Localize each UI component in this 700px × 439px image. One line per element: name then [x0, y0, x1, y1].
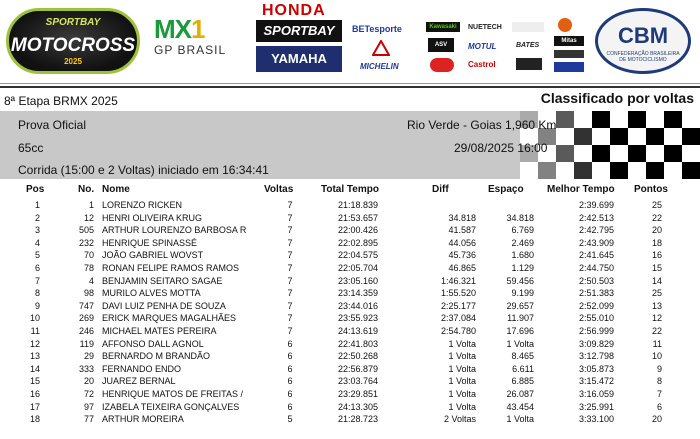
cell-pos: 1: [34, 200, 40, 210]
cell-espaco: 59.456: [506, 275, 534, 286]
cell-pos: 17: [29, 401, 40, 412]
cell-melhor: 3:33.100: [578, 414, 614, 425]
cell-pos: 7: [34, 275, 40, 286]
checker-square: [682, 145, 700, 162]
checker-square: [628, 128, 646, 145]
cell-voltas: 6: [287, 351, 293, 362]
cell-voltas: 5: [287, 414, 293, 425]
cell-melhor: 2:56.999: [578, 326, 614, 336]
cell-pos: 5: [34, 250, 40, 261]
header-diff: Diff: [432, 184, 449, 195]
table-row: [0, 200, 700, 212]
cell-no: 29: [83, 351, 94, 362]
checker-square: [538, 162, 556, 179]
checker-square: [664, 111, 682, 128]
cell-nome: ARTHUR MOREIRA: [102, 414, 184, 425]
checker-square: [592, 111, 610, 128]
cell-pontos: 25: [651, 200, 662, 210]
cell-voltas: 7: [287, 250, 293, 261]
race-start-label: Corrida (15:00 e 2 Voltas) iniciado em 16:34:41: [18, 163, 269, 177]
stage-title: 8ª Etapa BRMX 2025: [4, 94, 118, 108]
checker-square: [592, 145, 610, 162]
table-row: [0, 225, 700, 237]
red-oval-logo: [430, 58, 454, 72]
cell-espaco: 1 Volta: [506, 338, 534, 349]
cell-voltas: 7: [287, 288, 293, 299]
cell-no: 747: [78, 300, 94, 311]
cell-melhor: 2:39.699: [578, 200, 614, 210]
checker-square: [592, 128, 610, 145]
cell-no: 70: [83, 250, 94, 261]
cell-total: 23:55.923: [337, 313, 378, 324]
cell-pontos: 10: [651, 351, 662, 362]
cell-pos: 14: [29, 363, 40, 374]
cell-diff: 46.865: [448, 263, 476, 273]
checker-square: [610, 162, 628, 179]
cell-nome: RONAN FELIPE RAMOS RAMOS: [102, 263, 240, 273]
cell-diff: 1 Volta: [448, 351, 476, 362]
cell-nome: BENJAMIN SEITARO SAGAE: [102, 275, 223, 286]
cell-diff: 1 Volta: [448, 363, 476, 374]
header-total: Total Tempo: [321, 184, 379, 195]
cell-melhor: 3:09.829: [578, 338, 614, 349]
castrol-logo: Castrol: [468, 60, 496, 69]
cell-total: 23:29.851: [337, 389, 378, 399]
checker-square: [610, 111, 628, 128]
cell-diff: 44.056: [448, 237, 476, 248]
honda-logo: HONDA: [262, 2, 326, 19]
logo-line2: MOTOCROSS: [10, 35, 136, 56]
cell-total: 24:13.305: [337, 401, 378, 412]
cbm-logo: [595, 8, 691, 74]
cell-no: 1: [88, 200, 94, 210]
table-row: [0, 364, 700, 376]
cell-espaco: 8.465: [511, 351, 534, 362]
cell-voltas: 6: [287, 389, 293, 399]
checker-square: [628, 111, 646, 128]
cell-pos: 12: [29, 338, 40, 349]
cbm-title: CBM: [617, 23, 669, 48]
cell-espaco: 6.769: [511, 225, 534, 236]
checker-square: [574, 128, 592, 145]
checker-square: [592, 162, 610, 179]
checker-square: [610, 128, 628, 145]
cell-nome: JOÃO GABRIEL WOVST: [102, 250, 204, 261]
cell-pontos: 7: [656, 389, 662, 399]
table-row: [0, 414, 700, 426]
table-row: [0, 263, 700, 275]
table-row: [0, 213, 700, 225]
cell-melhor: 2:43.909: [578, 237, 614, 248]
cell-nome: LORENZO RICKEN: [102, 200, 183, 210]
cell-melhor: 2:51.383: [578, 288, 614, 299]
sponsor-round-logo: [558, 18, 572, 32]
cell-nome: HENRI OLIVEIRA KRUG: [102, 212, 203, 223]
checker-square: [682, 162, 700, 179]
cell-pos: 15: [29, 376, 40, 387]
cell-pontos: 20: [651, 414, 662, 425]
cell-nome: ARTHUR LOURENZO BARBOSA R: [102, 225, 247, 236]
sponsor-banner: [0, 0, 700, 82]
cell-diff: 1 Volta: [448, 401, 476, 412]
mx1-title-a: MX: [154, 14, 191, 44]
cell-pos: 4: [34, 237, 40, 248]
divider-top: [0, 83, 700, 84]
table-row: [0, 238, 700, 250]
cell-diff: 2 Voltas: [443, 414, 476, 425]
cell-voltas: 6: [287, 401, 293, 412]
cell-no: 20: [83, 376, 94, 387]
michelin-logo: MICHELIN: [360, 62, 399, 71]
header-voltas: Voltas: [264, 184, 294, 195]
warning-triangle-icon: [372, 40, 390, 56]
cell-voltas: 6: [287, 363, 293, 374]
cell-espaco: 9.199: [511, 288, 534, 299]
location-label: Rio Verde - Goias 1,960 Km: [407, 118, 557, 132]
cell-diff: 1:55.520: [440, 288, 476, 299]
table-row: [0, 301, 700, 313]
cell-nome: HENRIQUE MATOS DE FREITAS /: [102, 389, 244, 399]
cell-total: 22:56.879: [337, 363, 378, 374]
cell-nome: JUAREZ BERNAL: [102, 376, 176, 387]
cell-diff: 2:54.780: [440, 326, 476, 336]
cell-espaco: 1.129: [511, 263, 534, 273]
report-title: Classificado por voltas: [540, 90, 694, 106]
cell-pos: 11: [30, 326, 40, 336]
cell-melhor: 2:41.645: [578, 250, 614, 261]
betesporte-logo: BETesporte: [352, 24, 402, 34]
table-row: [0, 326, 700, 338]
cell-melhor: 3:25.991: [578, 401, 614, 412]
logo-line1: SPORTBAY: [45, 17, 101, 28]
cell-total: 21:28.723: [337, 414, 378, 425]
table-row: [0, 351, 700, 363]
cell-nome: AFFONSO DALL AGNOL: [102, 338, 204, 349]
sponsor-blue-logo: [554, 62, 584, 72]
cell-melhor: 2:50.503: [578, 275, 614, 286]
table-row: [0, 250, 700, 262]
cell-pos: 13: [29, 351, 40, 362]
nuetech-logo: NUETECH: [468, 24, 502, 31]
table-row: [0, 389, 700, 401]
cell-pontos: 13: [651, 300, 662, 311]
bates-logo: BATES: [516, 42, 540, 49]
cell-melhor: 3:12.798: [578, 351, 614, 362]
sponsor-strip-logo: [554, 50, 584, 58]
cell-espaco: 6.611: [512, 363, 534, 374]
cell-pos: 2: [34, 212, 40, 223]
cell-espaco: 43.454: [506, 401, 534, 412]
cell-espaco: 2.469: [511, 237, 534, 248]
cell-no: 4: [88, 275, 94, 286]
cell-no: 78: [83, 263, 94, 273]
cell-espaco: 34.818: [506, 212, 534, 223]
cell-no: 232: [78, 237, 94, 248]
table-row: [0, 288, 700, 300]
mitas-logo: Mitas: [554, 36, 584, 46]
sportbay-motocross-logo: [6, 8, 140, 74]
cell-nome: MURILO ALVES MOTTA: [102, 288, 201, 299]
cell-pontos: 9: [656, 363, 662, 374]
cell-pontos: 6: [656, 401, 662, 412]
cell-total: 22:04.575: [337, 250, 378, 261]
checker-square: [574, 111, 592, 128]
cell-diff: 45.736: [448, 250, 476, 261]
cell-nome: IZABELA TEIXEIRA GONÇALVES: [102, 401, 240, 412]
cell-voltas: 7: [287, 212, 293, 223]
cell-melhor: 3:15.472: [578, 376, 614, 387]
checker-square: [664, 128, 682, 145]
cell-no: 333: [78, 363, 94, 374]
kawasaki-logo: Kawasaki: [426, 22, 460, 32]
cell-melhor: 2:44.750: [578, 263, 614, 273]
table-row: [0, 276, 700, 288]
cell-melhor: 2:55.010: [578, 313, 614, 324]
checker-square: [646, 111, 664, 128]
checker-square: [556, 162, 574, 179]
cell-diff: 1 Volta: [448, 338, 476, 349]
cell-pos: 3: [34, 225, 40, 236]
cell-espaco: 6.885: [511, 376, 534, 387]
checker-square: [628, 162, 646, 179]
checker-square: [646, 145, 664, 162]
checker-square: [628, 145, 646, 162]
header-pos: Pos: [26, 184, 45, 195]
cell-pos: 18: [29, 414, 40, 425]
table-row: [0, 402, 700, 414]
checker-square: [646, 162, 664, 179]
cell-no: 505: [78, 225, 94, 236]
datetime-label: 29/08/2025 16:00: [454, 141, 548, 155]
sponsor-small-logo: [512, 22, 544, 32]
motul-logo: MOTUL: [468, 42, 497, 51]
cell-pontos: 12: [651, 313, 662, 324]
cell-diff: 41.587: [448, 225, 476, 236]
checker-square: [682, 128, 700, 145]
logo-line3: 2025: [64, 57, 82, 66]
checker-square: [556, 111, 574, 128]
prova-label: Prova Oficial: [18, 118, 87, 132]
cell-nome: DAVI LUIZ PENHA DE SOUZA: [102, 300, 226, 311]
table-row: [0, 313, 700, 325]
cell-melhor: 3:16.059: [578, 389, 614, 399]
cell-pontos: 20: [651, 225, 662, 236]
cell-diff: 1 Volta: [448, 389, 476, 399]
cell-pontos: 16: [651, 250, 662, 261]
cell-voltas: 7: [287, 300, 293, 311]
cell-voltas: 7: [287, 200, 293, 210]
cell-total: 22:05.704: [337, 263, 378, 273]
cell-nome: ERICK MARQUES MAGALHÃES: [102, 313, 237, 324]
asv-logo: ASV: [428, 38, 454, 52]
cell-total: 23:05.160: [337, 275, 378, 286]
cell-melhor: 2:42.513: [578, 212, 614, 223]
checker-square: [610, 145, 628, 162]
cell-voltas: 7: [287, 275, 293, 286]
mx1-title-b: 1: [191, 14, 205, 44]
cell-no: 97: [83, 401, 94, 412]
cell-pos: 6: [34, 263, 40, 273]
cell-nome: BERNARDO M BRANDÃO: [102, 351, 211, 362]
header-no: No.: [78, 184, 95, 195]
table-row: [0, 376, 700, 388]
table-row: [0, 339, 700, 351]
cell-total: 23:14.359: [337, 288, 378, 299]
cell-pontos: 8: [656, 376, 662, 387]
yamaha-logo: YAMAHA: [256, 46, 342, 72]
cell-melhor: 2:42.795: [578, 225, 614, 236]
cell-diff: 2:25.177: [440, 300, 476, 311]
cbm-subtitle: CONFEDERAÇÃO BRASILEIRA DE MOTOCICLISMO: [606, 51, 680, 63]
checker-square: [646, 128, 664, 145]
cell-pontos: 14: [651, 275, 662, 286]
cell-no: 246: [78, 326, 94, 336]
cell-total: 23:03.764: [337, 376, 378, 387]
cell-pos: 8: [34, 288, 40, 299]
cell-pontos: 11: [652, 338, 662, 349]
cell-pontos: 22: [651, 212, 662, 223]
cell-total: 22:50.268: [337, 351, 378, 362]
cell-espaco: 29.657: [506, 300, 534, 311]
cell-total: 22:41.803: [337, 338, 378, 349]
category-label: 65cc: [18, 141, 44, 155]
checker-square: [664, 145, 682, 162]
mx1-subtitle: GP BRASIL: [154, 43, 227, 57]
cell-nome: MICHAEL MATES PEREIRA: [102, 326, 217, 336]
cell-diff: 1 Volta: [448, 376, 476, 387]
cell-espaco: 26.087: [506, 389, 534, 399]
cell-melhor: 2:52.099: [578, 300, 614, 311]
cell-voltas: 6: [287, 338, 293, 349]
cell-no: 119: [79, 338, 94, 349]
cell-no: 72: [83, 389, 94, 399]
cell-pontos: 25: [651, 288, 662, 299]
cell-diff: 34.818: [448, 212, 476, 223]
sponsor-dark-logo: [516, 58, 542, 70]
cell-melhor: 3:05.873: [578, 363, 614, 374]
cell-voltas: 7: [287, 225, 293, 236]
cell-pos: 9: [34, 300, 40, 311]
checker-square: [574, 162, 592, 179]
checker-square: [520, 162, 538, 179]
cell-nome: FERNANDO ENDO: [102, 363, 182, 374]
cell-no: 269: [78, 313, 94, 324]
cell-voltas: 7: [287, 237, 293, 248]
cell-espaco: 11.907: [507, 313, 534, 324]
cell-pos: 16: [29, 389, 40, 399]
cell-pontos: 22: [651, 326, 662, 336]
cell-diff: 2:37.084: [440, 313, 476, 324]
header-pontos: Pontos: [634, 184, 668, 195]
checker-square: [556, 128, 574, 145]
cell-voltas: 7: [287, 263, 293, 273]
cell-voltas: 7: [287, 313, 293, 324]
cell-pos: 10: [29, 313, 40, 324]
cell-diff: 1:46.321: [440, 275, 476, 286]
mx1-gp-brasil-logo: [154, 14, 244, 57]
sportbay-logo: SPORTBAY: [256, 20, 342, 42]
cell-voltas: 6: [287, 376, 293, 387]
header-melhor: Melhor Tempo: [547, 184, 615, 195]
cell-total: 22:00.426: [337, 225, 378, 236]
cell-espaco: 17.696: [506, 326, 534, 336]
cell-total: 22:02.895: [337, 237, 378, 248]
cell-no: 77: [83, 414, 94, 425]
divider-thick: [0, 86, 700, 88]
cell-pontos: 18: [651, 237, 662, 248]
cell-total: 21:53.657: [337, 212, 378, 223]
cell-voltas: 7: [287, 326, 293, 336]
cell-no: 12: [83, 212, 94, 223]
cell-pontos: 15: [651, 263, 662, 273]
checker-square: [556, 145, 574, 162]
cell-total: 21:18.839: [337, 200, 378, 210]
header-nome: Nome: [102, 184, 130, 195]
cell-espaco: 1 Volta: [506, 414, 534, 425]
cell-nome: HENRIQUE SPINASSÉ: [102, 237, 198, 248]
header-espaco: Espaço: [488, 184, 524, 195]
cell-espaco: 1.680: [511, 250, 534, 261]
cell-total: 23:44.016: [337, 300, 378, 311]
checker-square: [664, 162, 682, 179]
cell-no: 98: [83, 288, 94, 299]
checker-square: [682, 111, 700, 128]
checker-square: [574, 145, 592, 162]
cell-total: 24:13.619: [337, 326, 378, 336]
